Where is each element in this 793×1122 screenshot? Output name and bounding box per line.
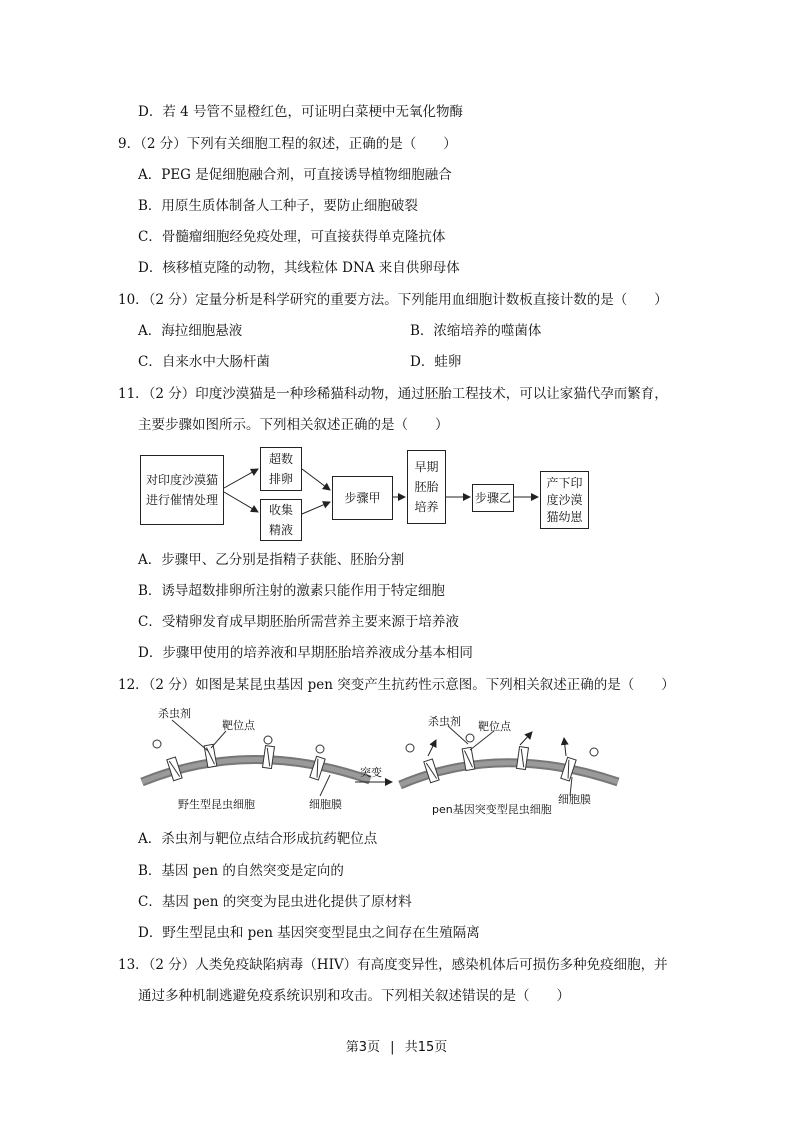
page-number: 第3页 [345,1040,381,1055]
flow-box-collect-semen: 收集 精液 [260,499,302,541]
label-mutation: 突变 [360,766,382,779]
footer-separator: | [390,1040,395,1055]
q11-option-d: D．步骤甲使用的培养液和早期胚胎培养液成分基本相同 [138,645,473,661]
q10-option-c: C．自来水中大肠杆菌 [138,354,270,370]
label-insecticide-2: 杀虫剂 [428,715,461,728]
label-membrane: 细胞膜 [309,798,342,811]
q9-option-d: D．核移植克隆的动物，其线粒体 DNA 来自供卵母体 [138,260,460,276]
label-line-membrane [320,775,330,796]
flow-box-embryo-culture: 早期 胚胎 培养 [407,450,446,524]
q9-option-c: C．骨髓瘤细胞经免疫处理，可直接获得单克隆抗体 [138,229,446,245]
insecticide-dot [264,736,272,744]
label-line-target [211,731,226,748]
repel-arrow [564,738,566,756]
q13-stem-line1: 13．（2 分）人类免疫缺陷病毒（HIV）有高度变异性，感染机体后可损伤多种免疫细胞，并 [118,957,668,973]
q11-option-b: B．诱导超数排卵所注射的激素只能作用于特定细胞 [138,583,445,599]
q10-stem: 10．（2 分）定量分析是科学研究的重要方法。下列能用血细胞计数板直接计数的是（ ） [118,292,668,308]
q9-option-b: B．用原生质体制备人工种子，要防止细胞破裂 [138,198,418,214]
label-target-site: 靶位点 [222,719,255,732]
q10-option-b: B．浓缩培养的噬菌体 [410,323,542,339]
q11-stem-line1: 11．（2 分）印度沙漠猫是一种珍稀猫科动物，通过胚胎工程技术，可以让家猫代孕而繁育， [118,386,668,402]
q10-option-d: D．蛙卵 [410,354,462,370]
page-footer [0,1036,793,1055]
label-insecticide: 杀虫剂 [158,707,191,720]
flow-box-kittens: 产下印 度沙漠 猫幼崽 [540,471,589,529]
insecticide-dot [590,748,598,756]
label-wild-type: 野生型昆虫细胞 [178,798,255,811]
q12-option-c: C．基因 pen 的突变为昆虫进化提供了原材料 [138,894,412,910]
flow-box-step-a: 步骤甲 [332,476,393,520]
q9-stem: 9．（2 分）下列有关细胞工程的叙述，正确的是（ ） [118,136,457,152]
flow-box-estrus: 对印度沙漠猫 进行催情处理 [140,455,224,525]
q12-option-d: D．野生型昆虫和 pen 基因突变型昆虫之间存在生殖隔离 [138,925,480,941]
q13-stem-line2: 通过多种机制逃避免疫系统识别和攻击。下列相关叙述错误的是（ ） [138,988,570,1004]
wild-target-site-3 [263,746,275,769]
q11-stem-line2: 主要步骤如图所示。下列相关叙述正确的是（ ） [138,417,449,433]
label-line-insecticide [448,726,468,744]
repel-arrow [428,740,436,756]
q11-option-c: C．受精卵发育成早期胚胎所需营养主要来源于培养液 [138,614,459,630]
q8-option-d: D．若 4 号管不显橙红色，可证明白菜梗中无氧化物酶 [138,104,463,120]
label-membrane-2: 细胞膜 [558,793,591,806]
flow-box-superovulation: 超数 排卵 [260,447,302,491]
label-target-site-2: 靶位点 [478,720,511,733]
insecticide-dot [153,740,161,748]
q11-option-a: A．步骤甲、乙分别是指精子获能、胚胎分割 [138,552,405,568]
label-mutant: pen基因突变型昆虫细胞 [432,803,552,816]
insecticide-dot [406,744,414,752]
flow-box-step-b: 步骤乙 [472,484,514,512]
label-line-insecticide [172,720,208,751]
q12-option-b: B．基因 pen 的自然突变是定向的 [138,863,344,879]
repel-arrow [520,732,532,745]
q12-option-a: A．杀虫剂与靶位点结合形成抗药靶位点 [138,831,378,847]
q9-option-a: A．PEG 是促细胞融合剂，可直接诱导植物细胞融合 [138,167,452,183]
insecticide-dot [466,734,474,742]
q10-option-a: A．海拉细胞悬液 [138,323,243,339]
page-total: 共15页 [404,1040,448,1055]
q12-stem: 12．（2 分）如图是某昆虫基因 pen 突变产生抗药性示意图。下列相关叙述正确的是（ ） [118,677,675,693]
insecticide-dot [316,745,324,753]
